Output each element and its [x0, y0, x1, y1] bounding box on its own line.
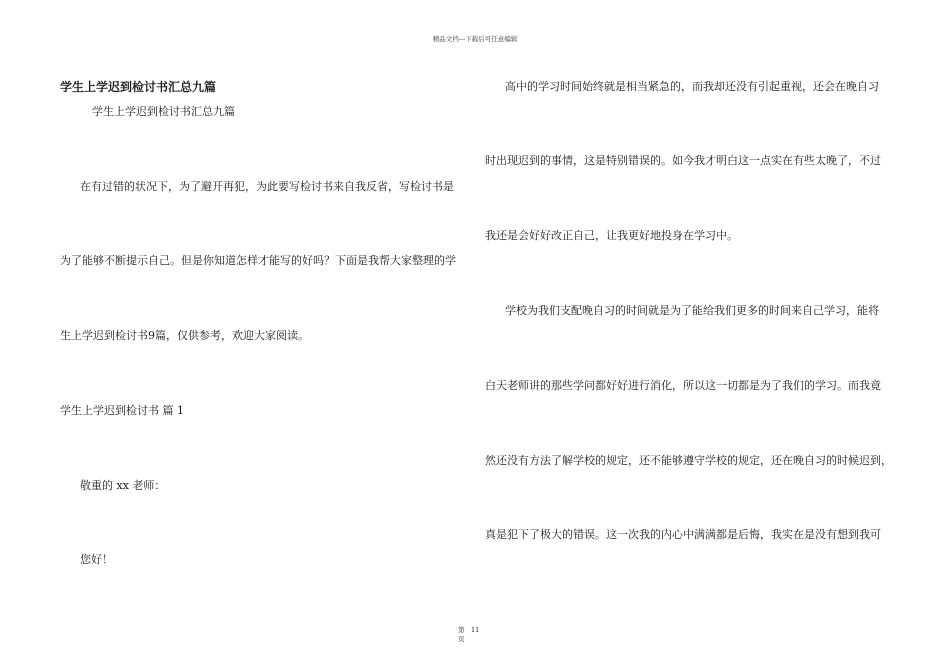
page-label-top: 第 [458, 626, 465, 634]
page-label [458, 626, 465, 644]
section-heading: 学生上学迟到检讨书 篇 1 [60, 404, 184, 417]
greeting: 您好！ [80, 553, 113, 566]
page-header: 精品文档---下载后可任意编辑 [432, 35, 518, 43]
paragraph-line: 为了能够不断提示自己。但是你知道怎样才能写的好吗？下面是我帮大家整理的学 [60, 254, 456, 267]
page-label-bottom: 页 [458, 635, 465, 643]
paragraph-line: 生上学迟到检讨书9篇，仅供参考，欢迎大家阅读。 [60, 329, 309, 342]
page-number: 11 [471, 626, 480, 634]
document-title: 学生上学迟到检讨书汇总九篇 [60, 80, 217, 94]
paragraph-line: 学校为我们支配晚自习的时间就是为了能给我们更多的时间来自己学习，能将 [505, 304, 879, 317]
paragraph-line: 在有过错的状况下，为了避开再犯，为此要写检讨书来自我反省，写检讨书是 [80, 180, 454, 193]
paragraph-line: 真是犯下了极大的错误。这一次我的内心中满满都是后悔，我实在是没有想到我可 [485, 528, 881, 541]
paragraph-line: 时出现迟到的事情，这是特别错误的。如今我才明白这一点实在有些太晚了，不过 [485, 154, 881, 167]
paragraph-line: 然还没有方法了解学校的规定，还不能够遵守学校的规定，还在晚自习的时候迟到， [485, 454, 892, 467]
document-subtitle: 学生上学迟到检讨书汇总九篇 [92, 105, 235, 118]
salutation: 敬重的 xx 老师： [80, 479, 166, 492]
paragraph-line: 高中的学习时间始终就是相当紧急的，而我却还没有引起重视，还会在晚自习 [505, 80, 879, 93]
paragraph-line: 白天老师讲的那些学问都好好进行消化，所以这一切都是为了我们的学习。而我竟 [485, 379, 881, 392]
paragraph-line: 我还是会好好改正自己，让我更好地投身在学习中。 [485, 229, 738, 242]
